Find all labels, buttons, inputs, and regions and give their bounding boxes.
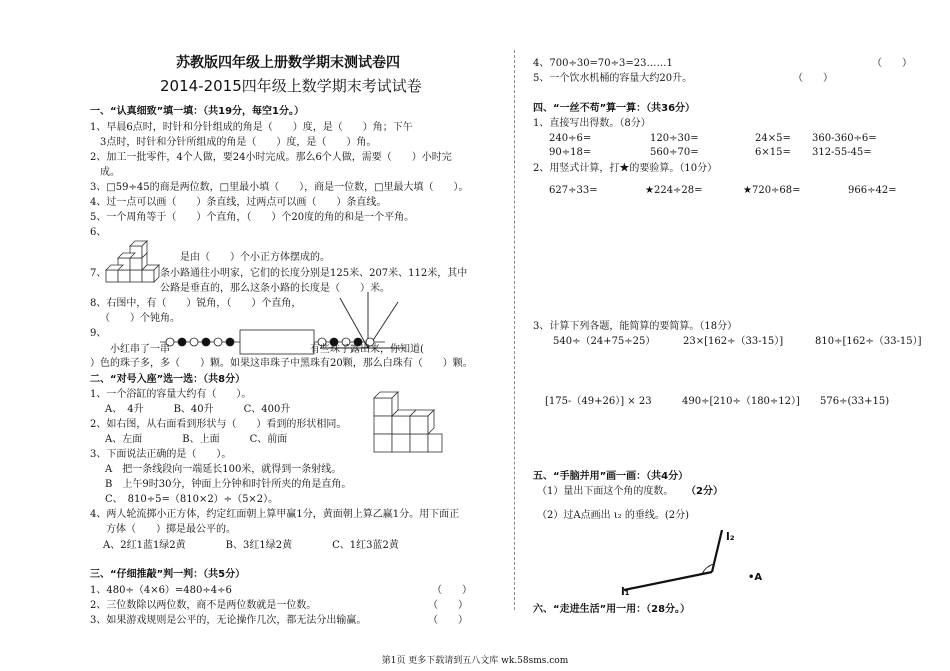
- s3-q3-paren[interactable]: （ ）: [428, 615, 468, 626]
- section2-heading: 二、“对号入座”选一选：（共8分）: [90, 374, 246, 385]
- section6-heading: 六、“走进生活”用一用：（28分。）: [533, 604, 691, 615]
- s4-c1-1: 23×[162÷（33-15）]: [683, 336, 784, 347]
- s4-p1: 1、直接写出得数。（8分）: [533, 118, 651, 129]
- s4-c1-0: 540÷（24+75÷25）: [553, 336, 656, 347]
- s1-q2b: 成。: [100, 167, 120, 178]
- s4-r1-1: 120÷30=: [650, 133, 699, 144]
- cube-stack-figure: [102, 238, 164, 288]
- fold-divider: [514, 50, 515, 610]
- s2-q2-options: A、左面 B、上面 C、前面: [105, 434, 288, 445]
- s4-r2-0: 90÷18=: [549, 147, 592, 158]
- block-3d-figure: [370, 388, 445, 460]
- s3-q3: 3、如果游戏规则是公平的，无论操作几次，都无法分出输赢。: [90, 615, 367, 626]
- r-q5-paren[interactable]: （ ）: [793, 73, 833, 84]
- s4-r1-3: 360-360÷6=: [812, 133, 877, 144]
- s2-q3-a: A 把一条线段向一端延长100米，就得到一条射线。: [105, 464, 342, 475]
- s5-q1b: （2分）: [686, 486, 723, 497]
- s4-c1-2: 810÷[162÷（33-15）]: [815, 336, 922, 347]
- s3-q2: 2、三位数除以两位数，商不是两位数就是一位数。: [90, 600, 317, 611]
- s4-r2-3: 312-55-45=: [812, 147, 872, 158]
- s1-q9: 9、: [90, 328, 107, 339]
- angle-figure: [620, 522, 740, 594]
- s2-q4a: 4、两人轮流掷小正方体，约定红面朝上算甲赢1分，黄面朝上算乙赢1分。用下面正: [90, 509, 460, 520]
- section3-heading: 三、“仔细推敲”判一判：（共5分）: [90, 569, 246, 580]
- page-subtitle: 2014-2015四年级上数学期末考试试卷: [160, 77, 422, 95]
- r-q4-paren[interactable]: （ ）: [872, 58, 912, 69]
- s5-q1a: （1）量出下面这个角的度数。: [537, 486, 674, 497]
- s4-c2-1: 490÷[210÷（180÷12）]: [682, 396, 800, 407]
- s1-q9b: 有些珠子露出来，你知道(: [310, 344, 424, 355]
- s3-q1-paren[interactable]: （ ）: [432, 585, 472, 596]
- s1-q1b: 3点时，时针和分针所组成的角是（ ）度，是（ ）角。: [100, 137, 377, 148]
- line-l2-label: l₂: [726, 530, 735, 543]
- s1-q1a: 1、早晨6点时，时针和分针组成的角是（ ）度，是（ ）角；下午: [90, 122, 413, 133]
- s4-v1: ★224÷28=: [645, 185, 703, 196]
- s1-q5: 5、一个周角等于（ ）个直角，（ ）个20度的角的和是一个平角。: [90, 212, 415, 223]
- s1-q4: 4、过一点可以画（ ）条直线，过两点可以画（ ）条直线。: [90, 197, 387, 208]
- s4-c2-2: 576÷(33+15): [820, 396, 890, 407]
- s1-q2a: 2、加工一批零件，4个人做，要24小时完成。那么6个人做，需要（ ）小时完: [90, 152, 452, 163]
- s1-q7b: 条小路通往小明家，它们的长度分别是125米、207米、112米，其中: [160, 268, 468, 279]
- point-a-label: •A: [748, 572, 763, 583]
- s4-v3: 966÷42=: [848, 185, 897, 196]
- s1-q6b: 是由（ ）个小正方体摆成的。: [180, 252, 330, 263]
- s4-r1-2: 24×5=: [755, 133, 791, 144]
- page-title: 苏教版四年级上册数学期末测试卷四: [176, 55, 400, 71]
- s1-q8b: （ ）个钝角。: [100, 313, 180, 324]
- s3-q1: 1、480÷（4×6）=480÷4÷6: [90, 585, 232, 596]
- s1-q3: 3、□59÷45的商是两位数，□里最小填（ ），商是一位数，□里最大填（ ）。: [90, 182, 469, 193]
- section5-heading: 五、“手脑并用”画一画：（共4分）: [533, 471, 689, 482]
- line-l1-label: l₁: [621, 585, 630, 598]
- section1-heading: 一、“认真细致”填一填：（共19分，每空1分。）: [90, 106, 305, 117]
- s1-q7a: 7、: [90, 268, 107, 279]
- s4-r2-1: 560÷70=: [650, 147, 699, 158]
- s4-p3: 3、计算下列各题，能简算的要简算。（18分）: [533, 321, 738, 332]
- s2-q4-options: A、2红1蓝1绿2黄 B、3红1绿2黄 C、1红3蓝2黄: [103, 540, 399, 551]
- s2-q3-c: C、 810÷5=（810×2）÷（5×2）。: [105, 494, 279, 505]
- s2-q1: 1、一个浴缸的容量大约有（ ）。: [90, 389, 252, 400]
- s2-q1-options: A、 4升 B、40升 C、400升: [105, 404, 291, 415]
- s1-q9c: ）色的珠子多，多（ ）颗。如果这串珠子中黑珠有20颗，那么白珠有（ ）颗。: [90, 358, 473, 369]
- s4-r2-2: 6×15=: [755, 147, 791, 158]
- r-q5: 5、一个饮水机桶的容量大约20升。: [533, 73, 693, 84]
- s4-v0: 627÷33=: [549, 185, 598, 196]
- s4-c2-0: [175-（49+26）] × 23: [545, 396, 652, 407]
- s2-q2: 2、如右图，从右面看到形状与（ ）看到的形状相同。: [90, 419, 347, 430]
- s1-q9a: 小红串了一串: [110, 344, 170, 355]
- page-footer: 第1页 更多下载请到五八文库 wk.58sms.com: [381, 656, 569, 666]
- s4-v2: ★720÷68=: [743, 185, 801, 196]
- s2-q4b: 方体（ ）掷是最公平的。: [106, 524, 236, 535]
- s4-r1-0: 240÷6=: [549, 133, 592, 144]
- s1-q8a: 8、右图中，有（ ）锐角，（ ）个直角，: [90, 298, 302, 309]
- s4-p2: 2、用竖式计算，打★的要验算。（10分）: [533, 163, 718, 174]
- s1-q7c: 公路是垂直的，那么这条小路的长度是（ ）米。: [160, 283, 390, 294]
- section4-heading: 四、“一丝不苟”算一算：（共36分）: [533, 103, 696, 114]
- s2-q3-b: B 上午9时30分，钟面上分钟和时针所夹的角是直角。: [105, 479, 352, 490]
- s5-q2: （2）过A点画出 ι₂ 的垂线。(2分): [537, 510, 690, 521]
- s3-q2-paren[interactable]: （ ）: [428, 600, 468, 611]
- s1-q6: 6、: [90, 227, 107, 238]
- s2-q3: 3、下面说法正确的是（ ）。: [90, 449, 232, 460]
- r-q4: 4、700÷30=70÷3=23……1: [533, 58, 673, 69]
